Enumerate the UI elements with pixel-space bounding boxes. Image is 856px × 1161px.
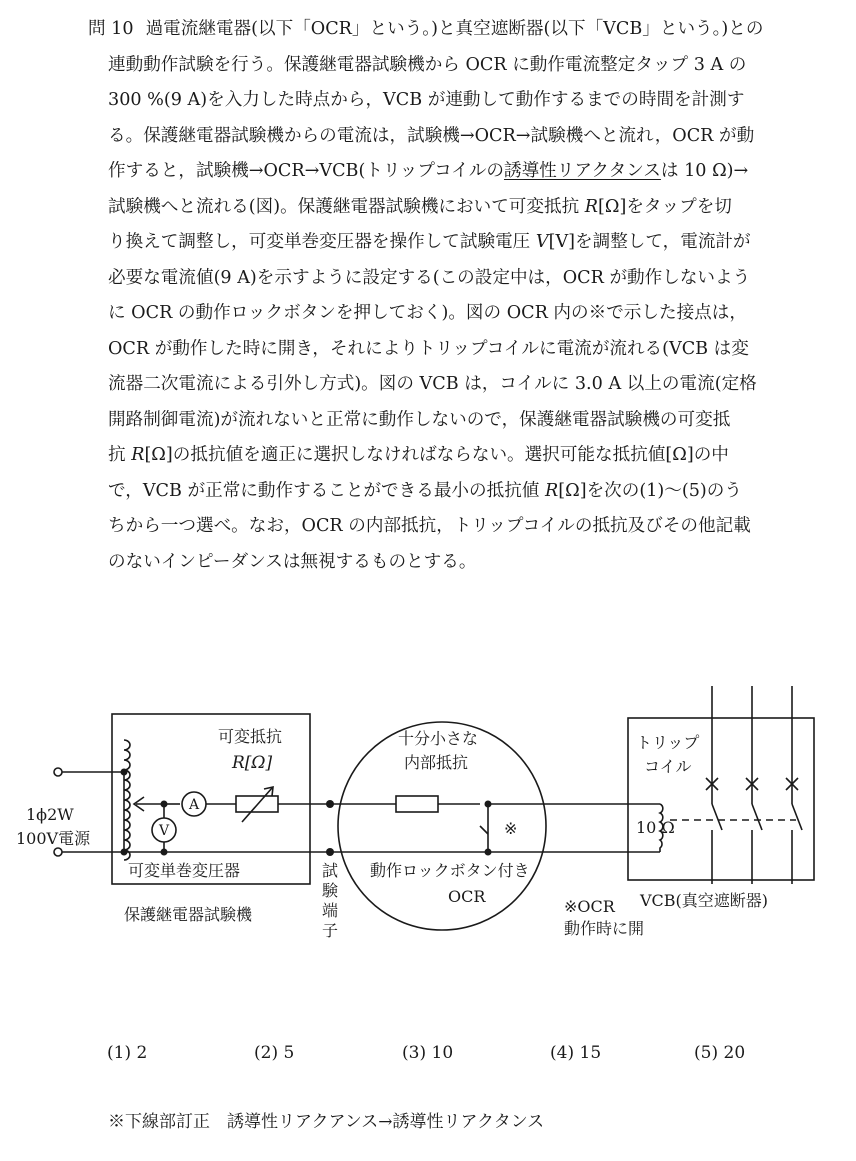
question-line-3: 300 %(9 A)を入力した時点から，VCB が連動して動作するまでの時間を計測す [108, 90, 745, 110]
svg-text:験: 験 [322, 881, 339, 900]
source-label-2: 100V電源 [16, 829, 91, 848]
source-terminal-top [54, 768, 62, 776]
question-line-4: る。保護継電器試験機からの電流は，試験機→OCR→試験機へと流れ，OCR が動 [108, 125, 755, 146]
question-line-7: り換えて調整し，可変単巻変圧器を操作して試験電圧 V[V]を調整して，電流計が [108, 232, 751, 252]
variable-resistor-label: 可変抵抗 [218, 727, 283, 746]
question-line-14: で，VCB が正常に動作することができる最小の抵抗値 R[Ω]を次の(1)～(5)のう [108, 480, 742, 501]
question-line-9: に OCR の動作ロックボタンを押しておく)。図の OCR 内の※で示した接点は， [108, 303, 747, 323]
circuit-diagram [0, 680, 856, 980]
choice-5[interactable]: (5) 20 [694, 1043, 746, 1063]
choice-4[interactable]: (4) 15 [550, 1043, 602, 1063]
answer-choices [0, 1043, 856, 1073]
question-line-10: OCR が動作した時に開き，それによりトリップコイルに電流が流れる(VCB は変 [108, 338, 749, 359]
ammeter-symbol: A [188, 797, 200, 813]
test-terminal-bottom [326, 848, 334, 856]
test-terminal-label [321, 861, 338, 940]
test-terminal-top [326, 800, 334, 808]
underlined-term: 誘導性リアクタンス [503, 161, 661, 181]
contact-mark: ※ [504, 819, 518, 838]
choice-3[interactable]: (3) 10 [402, 1043, 454, 1063]
question-line-6: 試験機へと流れる(図)。保護継電器試験機において可変抵抗 R[Ω]をタップを切 [108, 196, 732, 217]
question-line-8: 必要な電流値(9 A)を示すように設定する(この設定中は，OCR が動作しないよう [108, 267, 751, 288]
question-number: 問 10 [88, 19, 134, 39]
question-line-15: ちから一つ選べ。なお，OCR の内部抵抗，トリップコイルの抵抗及びその他記載 [108, 516, 751, 536]
svg-text:端: 端 [322, 901, 339, 920]
internal-resistor-label-1: 十分小さな [398, 729, 479, 748]
question-line-16: のないインピーダンスは無視するものとする。 [108, 551, 477, 572]
tester-label: 保護継電器試験機 [124, 905, 253, 924]
contact-note-2: 動作時に開 [564, 919, 645, 938]
question-line-2: 連動動作試験を行う。保護継電器試験機から OCR に動作電流整定タップ 3 A の [108, 54, 747, 75]
question-line-13: 抗 R[Ω]の抵抗値を適正に選択しなければならない。選択可能な抵抗値[Ω]の中 [108, 445, 729, 465]
autotransformer-winding [124, 740, 130, 860]
variable-resistor-symbol: R[Ω] [232, 753, 273, 773]
source-terminal-bottom [54, 848, 62, 856]
question-text [88, 12, 828, 580]
source-label-1: 1ϕ2W [26, 805, 74, 824]
internal-resistor-label-2: 内部抵抗 [404, 753, 469, 772]
question-line-11: 流器二次電流による引外し方式)。図の VCB は，コイルに 3.0 A 以上の電流(定格 [108, 374, 757, 394]
svg-text:子: 子 [322, 921, 339, 940]
choice-1[interactable]: (1) 2 [107, 1043, 148, 1063]
vcb-main-contacts [706, 686, 802, 884]
trip-coil-value: 10 Ω [636, 818, 675, 837]
vcb-label: VCB(真空遮断器) [640, 891, 769, 910]
choice-2[interactable]: (2) 5 [254, 1043, 295, 1063]
contact-note-1: ※OCR [564, 897, 615, 916]
ocr-label-2: OCR [448, 887, 486, 906]
svg-text:試: 試 [322, 861, 339, 880]
trip-coil-label-2: コイル [644, 757, 692, 776]
question-line-12: 開路制御電流)が流れないと正常に動作しないので，保護継電器試験機の可変抵 [108, 409, 731, 430]
question-line-5: 作すると，試験機→OCR→VCB(トリップコイルの誘導性リアクタンスは 10 Ω)→ [108, 161, 749, 181]
trip-coil-label-1: トリップ [636, 733, 700, 752]
question-line-1: 問 10 過電流継電器(以下「OCR」という。)と真空遮断器(以下「VCB」という。)との [88, 19, 764, 39]
internal-resistor [396, 796, 438, 812]
autotransformer-label: 可変単巻変圧器 [128, 861, 241, 880]
correction-footnote: ※下線部訂正 誘導性リアクアンス→誘導性リアクタンス [108, 1112, 545, 1132]
voltmeter-symbol: V [158, 823, 170, 839]
ocr-label-1: 動作ロックボタン付き [370, 861, 530, 880]
